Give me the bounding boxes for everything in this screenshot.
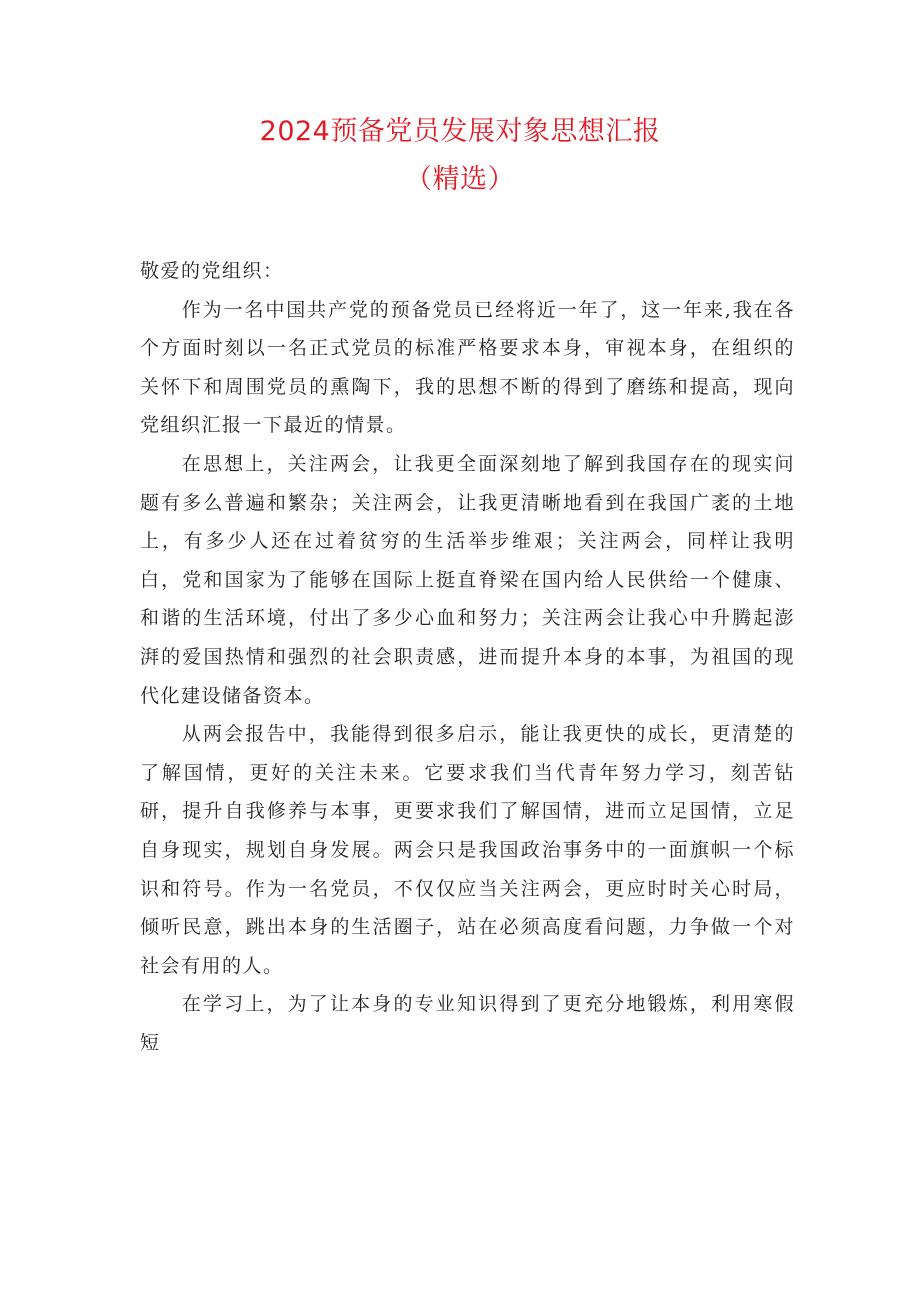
document-body: [140, 252, 795, 1062]
paragraph-1: 作为一名中国共产党的预备党员已经将近一年了，这一年来,我在各个方面时刻以一名正式党员的标准严格要求本身，审视本身，在组织的关怀下和周围党员的熏陶下，我的思想不断的得到了磨练和提高，现向党组织汇报一下最近的情景。: [140, 298, 795, 437]
paragraph-4: 在学习上，为了让本身的专业知识得到了更充分地锻炼，利用寒假短: [140, 993, 795, 1054]
paragraph-2: 在思想上，关注两会，让我更全面深刻地了解到我国存在的现实问题有多么普遍和繁杂；关注两会，让我更清晰地看到在我国广袤的土地上，有多少人还在过着贫穷的生活举步维艰；关注两会，同样让我明白，党和国家为了能够在国际上挺直脊梁在国内给人民供给一个健康、和谐的生活环境，付出了多少心血和努力；关注两会让我心中升腾起澎湃的爱国热情和强烈的社会职责感，进而提升本身的本事，为祖国的现代化建设储备资本。: [140, 452, 795, 707]
document-title: 2024预备党员发展对象思想汇报: [259, 116, 661, 147]
paragraph-3: 从两会报告中，我能得到很多启示，能让我更快的成长，更清楚的了解国情，更好的关注未来。它要求我们当代青年努力学习，刻苦钻研，提升自我修养与本事，更要求我们了解国情，进而立足国情，立足自身现实，规划自身发展。两会只是我国政治事务中的一面旗帜一个标识和符号。作为一名党员，不仅仅应当关注两会，更应时时关心时局，倾听民意，跳出本身的生活圈子，站在必须高度看问题，力争做一个对社会有用的人。: [140, 723, 795, 977]
salutation: 敬爱的党组织：: [140, 260, 284, 282]
document-subtitle: （精选）: [405, 164, 515, 195]
